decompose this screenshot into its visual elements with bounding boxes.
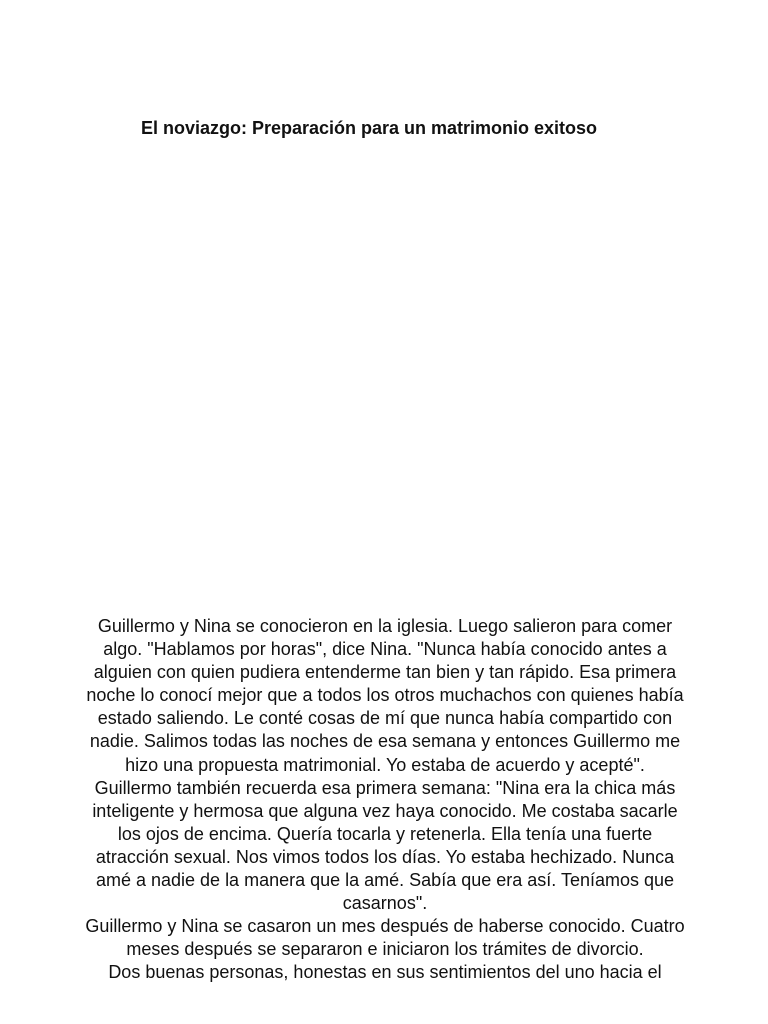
paragraph-4: Dos buenas personas, honestas en sus sentimientos del uno hacia el — [108, 962, 662, 983]
paragraph-3: Guillermo y Nina se casaron un mes después de haberse conocido. Cuatro meses después se separaron e iniciaron los trámites de divorcio. — [85, 916, 685, 960]
document-title: El noviazgo: Preparación para un matrimonio exitoso — [140, 118, 598, 138]
paragraph-2: Guillermo también recuerda esa primera semana: "Nina era la chica más inteligente y hermosa que alguna vez haya conocido. Me costaba sacarle los ojos de encima. Quería tocarla y retenerla. Ella tenía una fuerte atracción sexual. Nos vimos todos los días. Yo estaba hechizado. Nunca amé a nadie de la manera que la amé. Sabía que era así. Teníamos que casarnos". — [92, 777, 678, 914]
paragraph-1: Guillermo y Nina se conocieron en la iglesia. Luego salieron para comer algo. "Hablamos por horas", dice Nina. "Nunca había conocido antes a alguien con quien pudiera entenderme tan bien y tan rápido. Esa primera noche lo conocí mejor que a todos los otros muchachos con quienes había estado saliendo. Le conté cosas de mí que nunca había compartido con nadie. Salimos todas las noches de esa semana y entonces Guillermo me hizo una propuesta matrimonial. Yo estaba de acuerdo y acepté". — [86, 616, 684, 775]
document-body — [80, 615, 690, 985]
